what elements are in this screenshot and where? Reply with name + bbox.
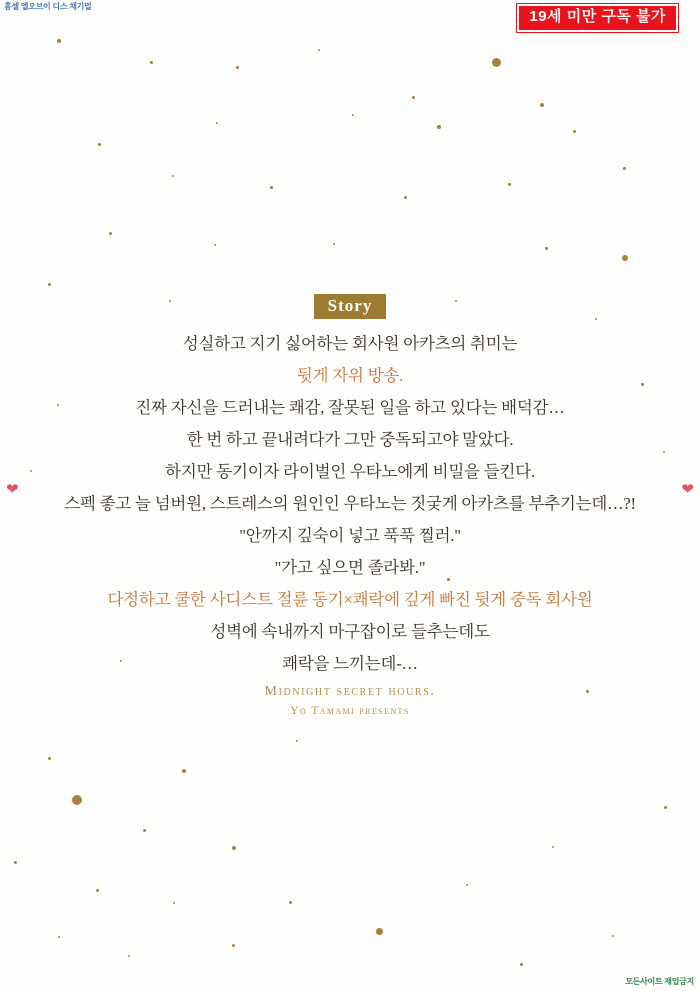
speckle	[48, 757, 51, 760]
story-line: 진짜 자신을 드러내는 쾌감, 잘못된 일을 하고 있다는 배덕감…	[135, 398, 565, 417]
watermark-top-left: 홈셀 엘오브이 디스 채기멀	[4, 2, 92, 11]
speckle	[552, 846, 554, 848]
speckle	[232, 846, 236, 850]
speckle	[214, 244, 216, 246]
story-line: 다정하고 쿨한 사디스트 절륜 동기×쾌락에 깊게 빠진 뒷게 중독 회사원	[107, 590, 593, 609]
heart-icon-left: ❤	[6, 480, 19, 498]
speckle	[466, 884, 468, 886]
story-line: 쾌락을 느끼는데-…	[282, 654, 418, 673]
speckle	[412, 96, 415, 99]
speckle	[296, 740, 298, 742]
speckle	[376, 928, 383, 935]
story-line: "안까지 깊숙이 넣고 푹푹 찔러."	[239, 526, 461, 545]
speckle	[143, 829, 146, 832]
speckle	[173, 902, 175, 904]
speckle	[14, 861, 17, 864]
story-line: 한 번 하고 끝내려다가 그만 중독되고야 말았다.	[186, 430, 514, 449]
speckle	[540, 103, 544, 107]
speckle	[508, 183, 511, 186]
speckle	[612, 935, 614, 937]
speckle	[437, 125, 441, 129]
speckle	[58, 936, 60, 938]
speckle	[72, 795, 82, 805]
story-line: "가고 싶으면 졸라봐."	[274, 558, 426, 577]
speckle	[172, 175, 174, 177]
speckle	[520, 963, 523, 966]
speckle	[289, 901, 292, 904]
speckle	[545, 247, 548, 250]
story-heading-label: Story	[314, 294, 387, 319]
story-body	[0, 328, 700, 680]
speckle	[236, 66, 239, 69]
speckle	[96, 889, 99, 892]
speckle	[48, 283, 51, 286]
speckle	[622, 255, 628, 261]
speckle	[109, 232, 112, 235]
speckle	[623, 167, 626, 170]
speckle	[182, 769, 186, 773]
speckle	[573, 130, 576, 133]
speckle	[232, 944, 235, 947]
speckle	[57, 39, 61, 43]
story-line: 스펙 좋고 늘 넘버원, 스트레스의 원인인 우타노는 짓궂게 아카츠를 부추기는데…?!	[64, 494, 636, 513]
story-heading	[0, 294, 700, 319]
story-line: 성실하고 지기 싫어하는 회사원 아카츠의 취미는	[182, 334, 518, 353]
story-line: 성벽에 속내까지 마구잡이로 들추는데도	[210, 622, 490, 641]
story-line: 하지만 동기이자 라이벌인 우타노에게 비밀을 들킨다.	[165, 462, 535, 481]
age-rating-badge: 19세 미만 구독 불가	[517, 4, 678, 32]
credits-author: Yo Tamami presents	[290, 705, 410, 717]
speckle	[98, 143, 101, 146]
speckle	[216, 122, 218, 124]
speckle	[318, 49, 320, 51]
speckle	[492, 58, 501, 67]
speckle	[404, 196, 407, 199]
heart-icon-right: ❤	[681, 480, 694, 498]
speckle	[333, 243, 335, 245]
speckle	[150, 61, 153, 64]
speckle	[352, 114, 354, 116]
speckle	[128, 955, 130, 957]
speckle	[270, 186, 273, 189]
watermark-bottom-right: 모든사이트 재업금지	[625, 977, 694, 986]
story-line: 뒷게 자위 방송.	[296, 366, 404, 385]
speckle	[664, 806, 667, 809]
credits-title: Midnight secret hours.	[264, 684, 436, 699]
credits	[0, 682, 700, 720]
